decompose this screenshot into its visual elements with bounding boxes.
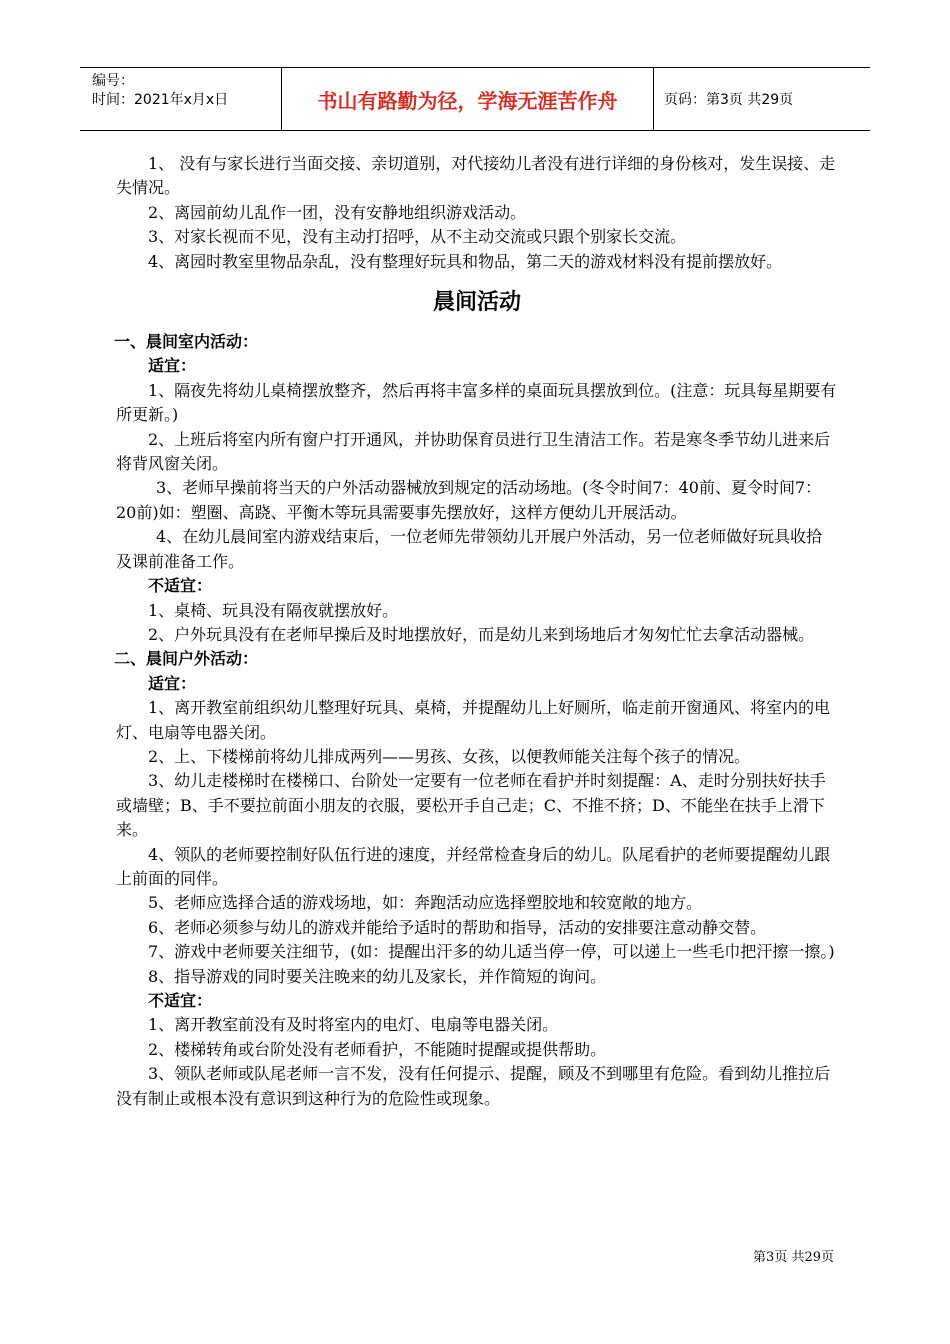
subheading-suitable: 适宜： — [148, 673, 197, 693]
subheading-unsuitable: 不适宜： — [148, 991, 213, 1010]
paragraph: 2、上班后将室内所有窗户打开通风，并协助保育员进行卫生清洁工作。若是寒冬季节幼儿进来后将背风窗关闭。 — [116, 429, 831, 474]
header-meta — [80, 68, 282, 130]
paragraph: 1、隔夜先将幼儿桌椅摆放整齐，然后再将丰富多样的桌面玩具摆放到位。(注意：玩具每星期要有所更新。) — [116, 380, 837, 425]
subheading-unsuitable: 不适宜： — [148, 576, 213, 596]
section-title: 晨间活动 — [432, 290, 521, 316]
document-number-label: 编号： — [92, 73, 134, 89]
paragraph: 1、离开教室前组织幼儿整理好玩具、桌椅，并提醒幼儿上好厕所，临走前开窗通风、将室内的电灯、电扇等电器关闭。 — [116, 698, 831, 742]
paragraph: 6、老师必须参与幼儿的游戏并能给予适时的帮助和指导，活动的安排要注意动静交替。 — [148, 917, 767, 937]
paragraph: 2、楼梯转角或台阶处没有老师看护，不能随时提醒或提供帮助。 — [148, 1039, 607, 1059]
paragraph: 1、桌椅、玩具没有隔夜就摆放好。 — [148, 600, 399, 620]
page-footer: 第3页 共29页 — [753, 1250, 834, 1265]
paragraph: 1、 没有与家长进行当面交接、亲切道别，对代接幼儿者没有进行详细的身份核对，发生误接、走失情况。 — [116, 154, 836, 198]
paragraph: 4、离园时教室里物品杂乱，没有整理好玩具和物品，第二天的游戏材料没有提前摆放好。 — [148, 251, 783, 271]
document-body — [116, 152, 838, 1111]
paragraph: 3、对家长视而不见，没有主动打招呼，从不主动交流或只跟个别家长交流。 — [148, 227, 687, 247]
header-motto: 书山有路勤为径，学海无涯苦作舟 — [282, 68, 654, 130]
section-heading: 二、晨间户外活动： — [114, 649, 259, 669]
paragraph: 1、离开教室前没有及时将室内的电灯、电扇等电器关闭。 — [148, 1015, 559, 1035]
paragraph: 2、上、下楼梯前将幼儿排成两列——男孩、女孩，以便教师能关注每个孩子的情况。 — [148, 746, 751, 766]
paragraph: 4、领队的老师要控制好队伍行进的速度，并经常检查身后的幼儿。队尾看护的老师要提醒幼儿跟上前面的同伴。 — [116, 844, 831, 888]
page-header — [80, 67, 870, 131]
document-date: 时间：2021年x月x日 — [92, 92, 229, 108]
paragraph: 3、老师早操前将当天的户外活动器械放到规定的活动场地。(冬令时间7：40前、夏令时间7：20前)如：塑圈、高跷、平衡木等玩具需要事先摆放好，这样方便幼儿开展活动。 — [116, 478, 822, 522]
header-page-info: 页码：第3页 共29页 — [664, 92, 794, 108]
paragraph: 3、领队老师或队尾老师一言不发，没有任何提示、提醒，顾及不到哪里有危险。看到幼儿推拉后没有制止或根本没有意识到这种行为的危险性或现象。 — [116, 1064, 831, 1108]
paragraph: 8、指导游戏的同时要关注晚来的幼儿及家长，并作简短的询问。 — [148, 966, 607, 986]
paragraph: 4、在幼儿晨间室内游戏结束后，一位老师先带领幼儿开展户外活动，另一位老师做好玩具收拾及课前准备工作。 — [116, 527, 823, 571]
subheading-suitable: 适宜： — [148, 356, 197, 376]
paragraph: 5、老师应选择合适的游戏场地，如：奔跑活动应选择塑胶地和较宽敞的地方。 — [148, 893, 703, 913]
paragraph: 7、游戏中老师要关注细节，(如：提醒出汗多的幼儿适当停一停，可以递上一些毛巾把汗擦一擦。) — [148, 942, 835, 962]
section-heading: 一、晨间室内活动： — [114, 332, 259, 352]
paragraph: 2、离园前幼儿乱作一团，没有安静地组织游戏活动。 — [148, 202, 527, 222]
paragraph: 3、幼儿走楼梯时在楼梯口、台阶处一定要有一位老师在看护并时刻提醒：A、走时分别扶好扶手或墙壁；B、手不要拉前面小朋友的衣服，要松开手自己走；C、不推不挤；D、不能坐在扶手上滑下来。 — [116, 771, 826, 840]
paragraph: 2、户外玩具没有在老师早操后及时地摆放好，而是幼儿来到场地后才匆匆忙忙去拿活动器械。 — [148, 624, 815, 644]
